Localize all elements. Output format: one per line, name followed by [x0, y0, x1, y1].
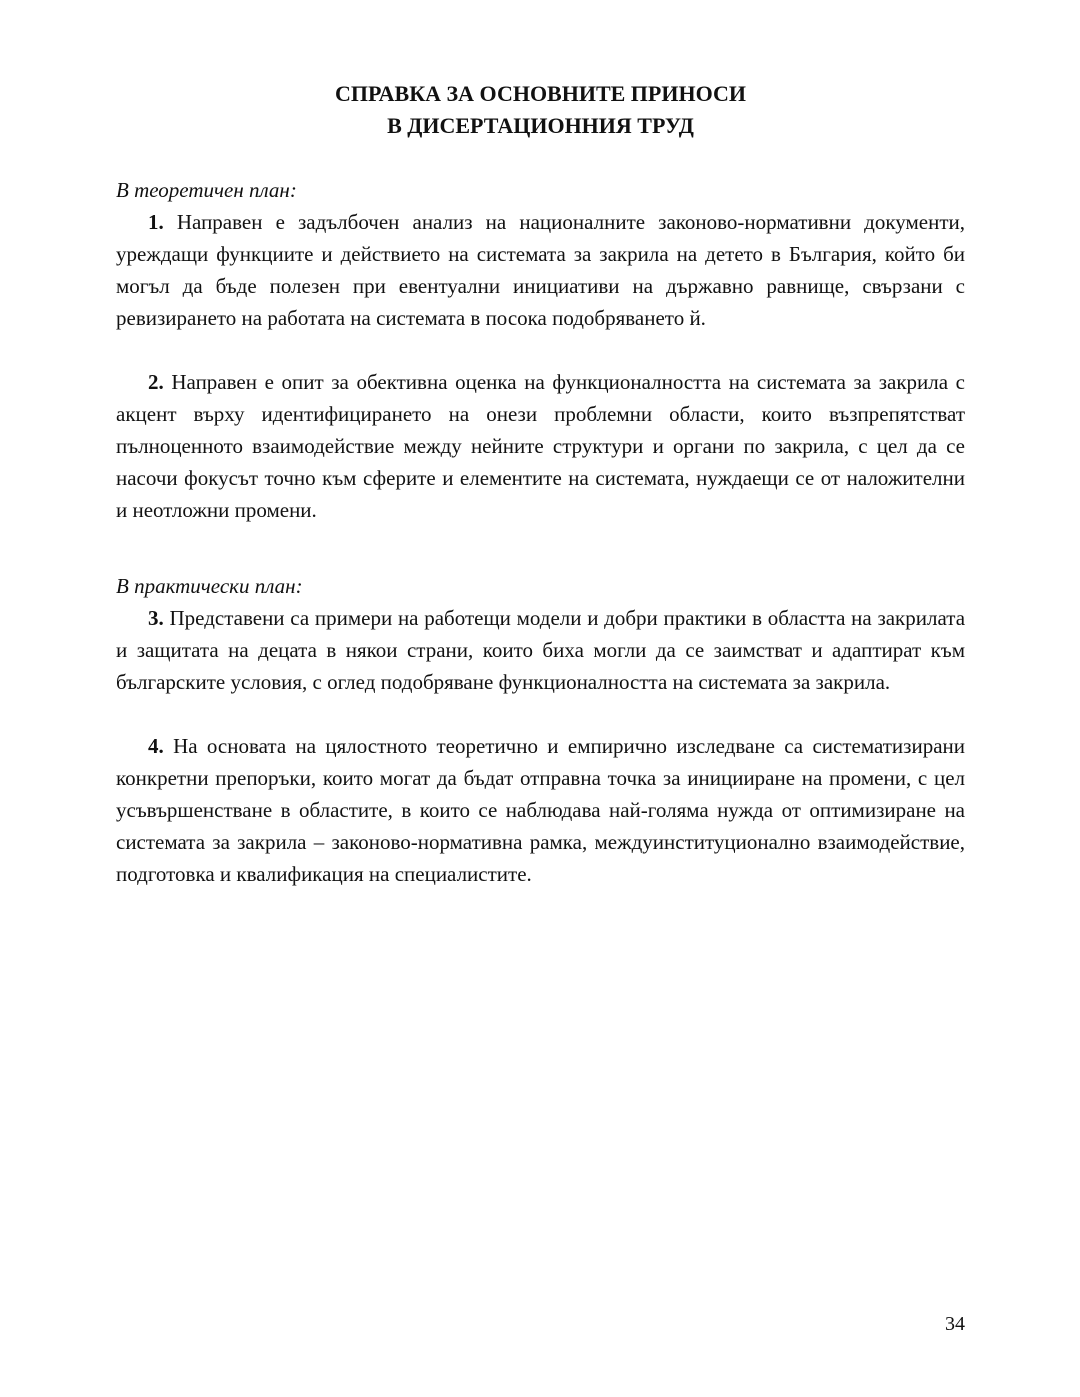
contribution-item-2: [116, 366, 965, 526]
document-page: [116, 0, 965, 1397]
section-heading-practical: В практически план:: [116, 574, 303, 598]
title-line-2: В ДИСЕРТАЦИОННИЯ ТРУД: [387, 113, 694, 138]
contribution-item-1: [116, 206, 965, 334]
item-number: 4.: [148, 734, 164, 758]
title-line-1: СПРАВКА ЗА ОСНОВНИТЕ ПРИНОСИ: [335, 81, 746, 106]
item-number: 1.: [148, 210, 164, 234]
item-text: На основата на цялостното теоретично и емпирично изследване са систематизирани конкретни препоръки, които могат да бъдат отправна точка за иницииране на промени, с цел усъвършенстване в областите, в които се наблюдава най-голяма нужда от оптимизиране на системата за закрила – законово-нормативна рамка, междуинституционално взаимодействие, подготовка и квалификация на специалистите.: [116, 734, 965, 886]
item-number: 3.: [148, 606, 164, 630]
section-heading-theoretical: В теоретичен план:: [116, 178, 297, 202]
item-text: Направен е задълбочен анализ на националните законово-нормативни документи, уреждащи функциите и действието на системата за закрила на детето в България, който би могъл да бъде полезен при евентуални инициативи на държавно равнище, свързани с ревизирането на работата на системата в посока подобряването й.: [116, 210, 966, 330]
page-title: [116, 78, 965, 142]
item-number: 2.: [148, 370, 164, 394]
contribution-item-3: [116, 602, 965, 698]
page-number: 34: [945, 1313, 965, 1335]
contribution-item-4: [116, 730, 965, 890]
item-text: Представени са примери на работещи модели и добри практики в областта на закрилата и защитата на децата в някои страни, които биха могли да се заимстват и адаптират към българските условия, с оглед подобряване функционалността на системата за закрила.: [116, 606, 966, 694]
item-text: Направен е опит за обективна оценка на функционалността на системата за закрила с акцент върху идентифицирането на онези проблемни области, които възпрепятстват пълноценното взаимодействие между нейните структури и органи по закрила, с цел да се насочи фокусът точно към сферите и елементите на системата, нуждаещи се от наложителни и неотложни промени.: [116, 370, 966, 522]
